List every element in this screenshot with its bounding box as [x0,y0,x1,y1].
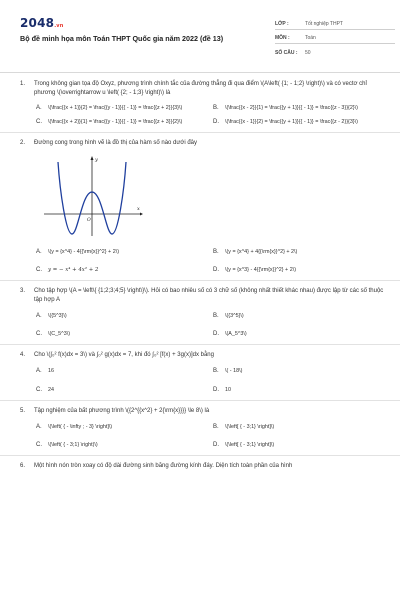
option-letter: A. [36,368,42,374]
option-d[interactable] [213,330,384,338]
option-text: 16 [48,368,54,374]
option-letter: A. [36,249,42,255]
option-a[interactable] [36,367,207,375]
option-text: \(y = {x^4} - 4{{\rm{x}}^2} + 2\) [48,249,119,255]
option-text: \(\frac{{x - 1}}{2} = \frac{{y + 1}}{{ - 1}} = \frac{{z - 2}}{3}\) [225,119,358,125]
option-letter: C. [36,442,42,448]
option-b[interactable] [213,104,384,112]
option-letter: B. [213,105,219,111]
question-5 [20,407,384,449]
option-letter: C. [36,119,42,125]
option-a[interactable] [36,104,207,112]
option-letter: A. [36,424,42,430]
option-letter: A. [36,105,42,111]
question-divider [0,344,400,345]
exam-header [20,10,384,72]
meta-value: 50 [305,50,311,56]
logo-suffix: .vn [54,23,64,29]
option-text: \(y = {x^3} - 4{{\rm{x}}^2} + 2\) [225,267,296,273]
option-letter: D. [213,442,219,448]
question-2 [20,139,384,274]
graph-svg [36,152,146,240]
question-text: Cho \(∫₀² f(x)dx = 3\) và ∫₀² g(x)dx = 7, khi đó ∫₀² [f(x) + 3g(x)]dx bằng [34,352,214,358]
option-b[interactable] [213,248,384,256]
meta-label: SỐ CÂU : [275,50,298,56]
option-d[interactable] [213,266,384,274]
question-number: 6. [20,463,26,469]
meta-value: Toán [305,35,316,41]
question-divider [0,280,400,281]
option-c[interactable] [36,118,207,126]
option-text: \(C_5^3\) [48,331,71,337]
x-axis-arrow [140,213,143,216]
option-b[interactable] [213,367,384,375]
option-text: y = − x⁴ + 4x² + 2 [48,267,99,273]
option-text: \(\left[ { - 3;1} \right]\) [225,442,275,448]
option-letter: C. [36,267,42,273]
meta-row-count [275,44,395,58]
logo-main: 2048 [20,16,55,30]
y-axis-label: y [95,157,98,163]
option-letter: D. [213,331,219,337]
question-text: Một hình nón tròn xoay có độ dài đường sinh bằng đường kính đáy. Diện tích toàn phần của hình [34,463,293,469]
meta-row-class [275,16,395,30]
question-list [20,80,384,471]
option-letter: A. [36,313,42,319]
option-d[interactable] [213,441,384,449]
question-1 [20,80,384,126]
option-letter: D. [213,387,219,393]
question-3 [20,287,384,338]
option-letter: D. [213,267,219,273]
option-letter: B. [213,368,219,374]
question-divider [0,455,400,456]
question-text: Đường cong trong hình vẽ là đồ thị của hàm số nào dưới đây [34,140,197,146]
question-6 [20,462,384,471]
option-a[interactable] [36,423,207,431]
document-title: Bộ đề minh họa môn Toán THPT Quốc gia năm 2022 (đề 13) [20,34,224,43]
option-text: \(\left[ { - 3;1} \right]\) [225,424,275,430]
question-4 [20,351,384,394]
site-logo[interactable] [20,16,64,30]
y-axis-arrow [91,156,94,160]
header-divider [0,72,400,73]
question-text: Tập nghiệm của bất phương trình \({2^{{x^2} + 2{\rm{x}}}} \le 8\) là [34,408,210,414]
option-text: 10 [225,387,231,393]
option-text: 24 [48,387,54,393]
question-text: Trong không gian tọa độ Oxyz, phương trình chính tắc của đường thẳng đi qua điểm \(A\left( {1; - 1;2} \right)\) và có vectơ chỉ phương \(\overrightarrow u \left( {2; - 1;3} \right)\) là [34,81,367,96]
function-graph [36,152,146,240]
x-axis-label: x [137,206,140,212]
option-text: \(\frac{{x + 2}}{1} = \frac{{y - 1}}{{ - 1}} = \frac{{z + 3}}{2}\) [48,119,183,125]
option-letter: B. [213,313,219,319]
option-c[interactable] [36,441,207,449]
option-letter: C. [36,387,42,393]
option-letter: B. [213,424,219,430]
option-text: \(\left( { - 3;1} \right)\) [48,442,98,448]
option-letter: C. [36,331,42,337]
option-text: \({5^3}\) [48,313,67,319]
option-a[interactable] [36,248,207,256]
option-c[interactable] [36,266,207,274]
question-number: 2. [20,140,26,146]
meta-row-subject [275,30,395,44]
option-text: \(\frac{{x + 1}}{2} = \frac{{y - 1}}{{ - 1}} = \frac{{z + 2}}{3}\) [48,105,183,111]
option-b[interactable] [213,423,384,431]
question-number: 1. [20,81,26,87]
meta-label: MÔN : [275,35,290,41]
question-divider [0,400,400,401]
option-c[interactable] [36,386,207,394]
option-text: \(y = {x^4} + 4{{\rm{x}}^2} + 2\) [225,249,298,255]
question-divider [0,132,400,133]
option-d[interactable] [213,386,384,394]
option-text: \(\frac{{x - 2}}{1} = \frac{{y + 1}}{{ - 1}} = \frac{{z - 3}}{2}\) [225,105,358,111]
exam-meta-table [275,16,395,58]
question-number: 3. [20,288,26,294]
origin-label: O [87,218,91,223]
question-number: 4. [20,352,26,358]
question-text: Cho tập hợp \(A = \left\{ {1;2;3;4;5} \right\}\). Hỏi có bao nhiêu số có 3 chữ số (không nhất thiết khác nhau) được lập từ các số thuộc tập hợp A [34,288,384,303]
option-text: \(\left( { - \infty ; - 3} \right]\) [48,424,113,430]
meta-label: LỚP : [275,21,289,27]
option-d[interactable] [213,118,384,126]
meta-value: Tốt nghiệp THPT [305,21,343,27]
option-c[interactable] [36,330,207,338]
option-text: \(A_5^3\) [225,331,247,337]
option-a[interactable] [36,312,207,320]
option-b[interactable] [213,312,384,320]
option-letter: B. [213,249,219,255]
option-letter: D. [213,119,219,125]
question-number: 5. [20,408,26,414]
option-text: \({3^5}\) [225,313,244,319]
option-text: \( - 18\) [225,368,243,374]
